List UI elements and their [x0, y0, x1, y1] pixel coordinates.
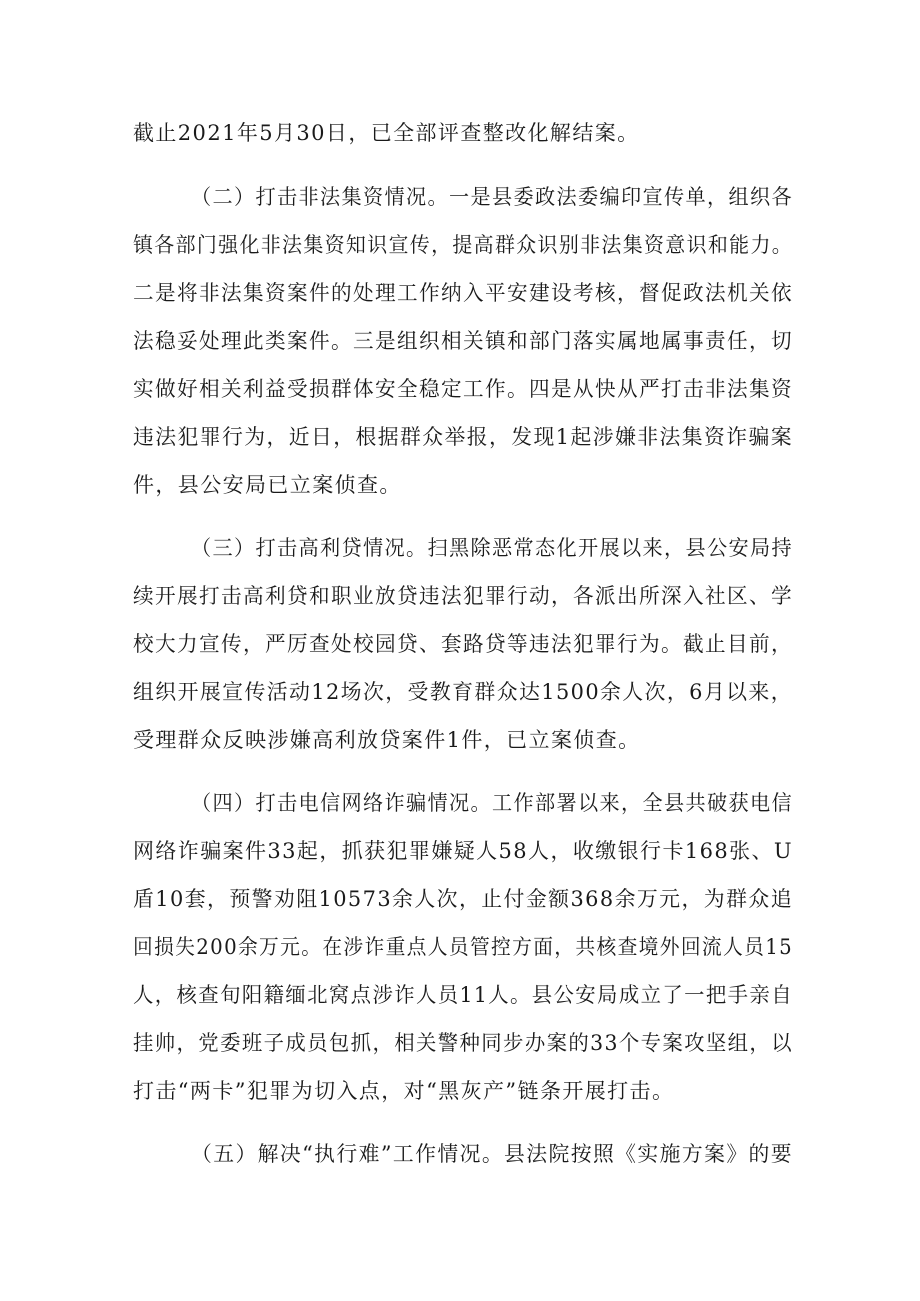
para-3-line-0: （四）打击电信网络诈骗情况。工作部署以来，全县共破获电信	[191, 791, 793, 815]
para-1-line-4: 实做好相关利益受损群体安全稳定工作。四是从快从严打击非法集资	[133, 377, 793, 401]
para-1-line-3: 法稳妥处理此类案件。三是组织相关镇和部门落实属地属事责任，切	[133, 329, 793, 353]
para-2-line-4: 受理群众反映涉嫌高利放贷案件1件，已立案侦查。	[133, 728, 641, 752]
para-2-line-2: 校大力宣传，严厉查处校园贷、套路贷等违法犯罪行为。截止目前，	[133, 632, 793, 656]
para-1-line-2: 二是将非法集资案件的处理工作纳入平安建设考核，督促政法机关依	[133, 281, 793, 305]
para-3-line-3: 回损失200余万元。在涉诈重点人员管控方面，共核查境外回流人员15	[133, 935, 794, 959]
para-3-line-6: 打击“两卡”犯罪为切入点，对“黑灰产”链条开展打击。	[133, 1079, 675, 1103]
para-1-line-5: 违法犯罪行为，近日，根据群众举报，发现1起涉嫌非法集资诈骗案	[133, 425, 793, 449]
para-2-line-1: 续开展打击高利贷和职业放贷违法犯罪行动，各派出所深入社区、学	[133, 584, 793, 608]
para-1-line-6: 件，县公安局已立案侦查。	[133, 473, 402, 497]
para-4-line-0: （五）解决“执行难”工作情况。县法院按照《实施方案》的要	[191, 1142, 794, 1166]
para-2-line-3: 组织开展宣传活动12场次，受教育群众达1500余人次，6月以来，	[133, 680, 794, 704]
para-3-line-4: 人，核查旬阳籍缅北窝点涉诈人员11人。县公安局成立了一把手亲自	[133, 983, 793, 1007]
para-3-line-2: 盾10套，预警劝阻10573余人次，止付金额368余万元，为群众追	[133, 887, 794, 911]
para-1-line-0: （二）打击非法集资情况。一是县委政法委编印宣传单，组织各	[191, 185, 793, 209]
para-1-line-1: 镇各部门强化非法集资知识宣传，提高群众识别非法集资意识和能力。	[133, 233, 794, 257]
para-3-line-1: 网络诈骗案件33起，抓获犯罪嫌疑人58人，收缴银行卡168张、U	[133, 839, 794, 863]
para-3-line-5: 挂帅，党委班子成员包抓，相关警种同步办案的33个专案攻坚组，以	[133, 1031, 793, 1055]
para-0-line-0: 截止2021年5月30日，已全部评查整改化解结案。	[133, 121, 640, 145]
para-2-line-0: （三）打击高利贷情况。扫黑除恶常态化开展以来，县公安局持	[191, 536, 793, 560]
